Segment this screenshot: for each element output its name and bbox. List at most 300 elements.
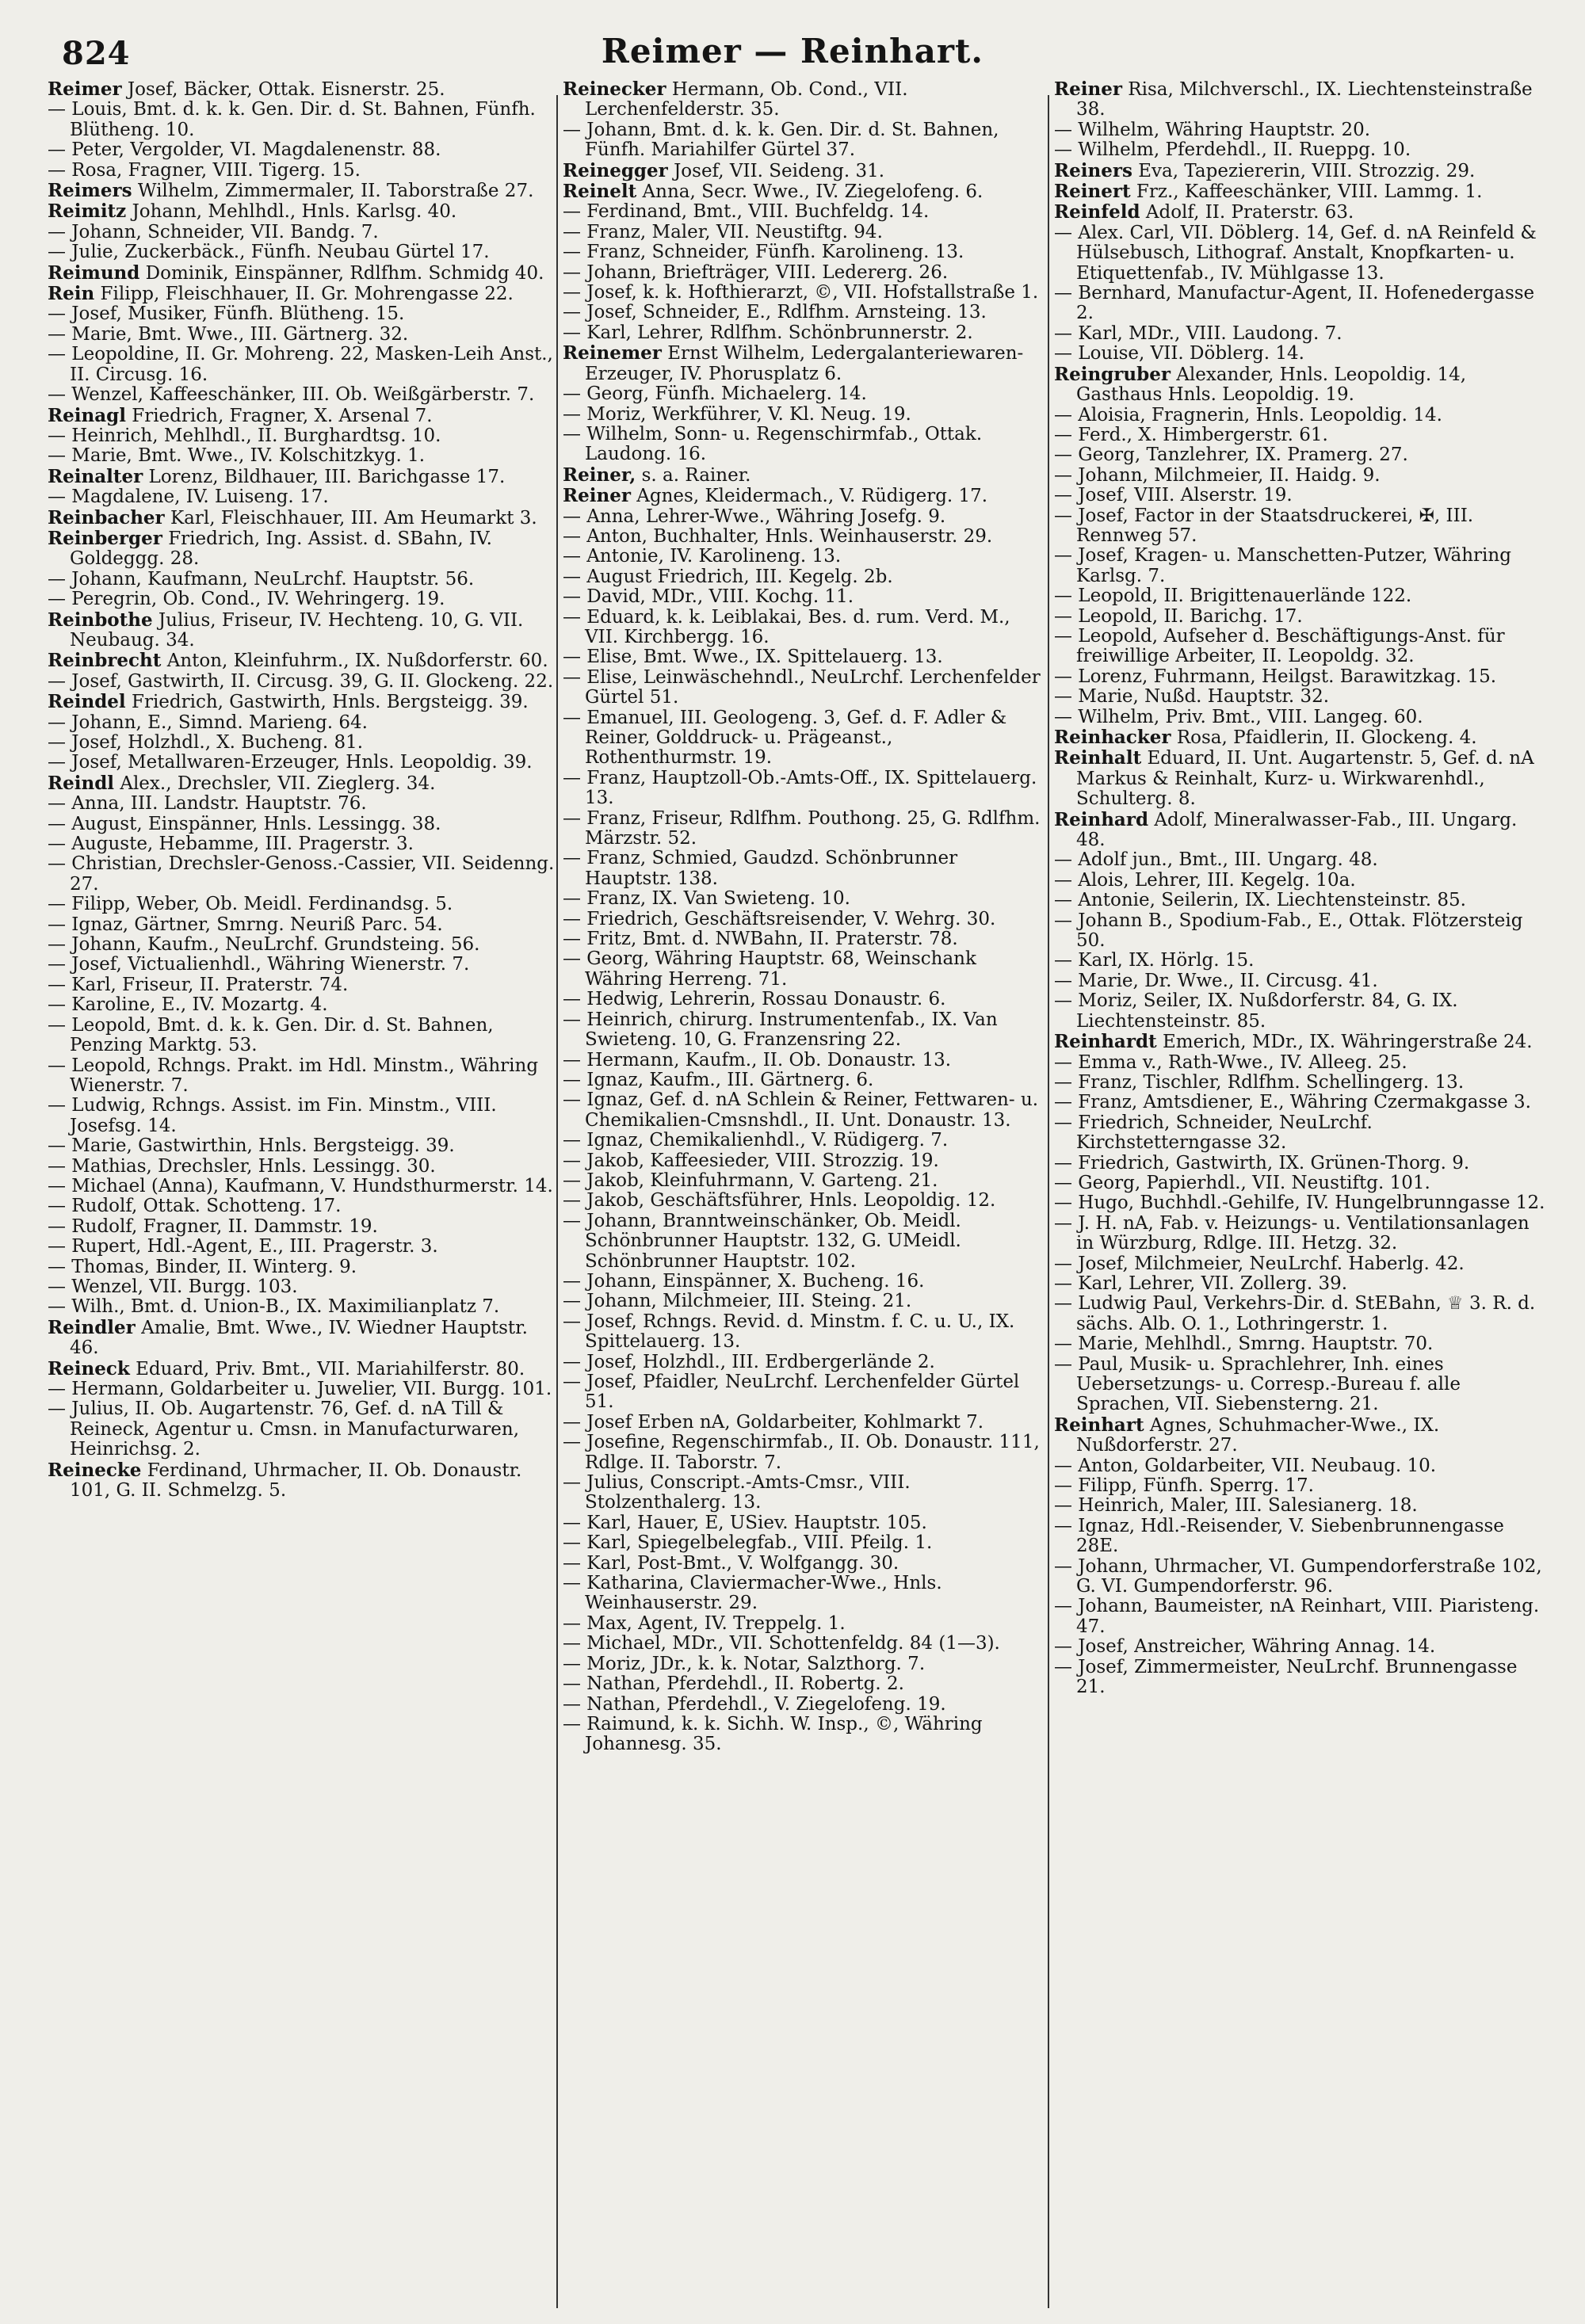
- entry-text: — Johann, Briefträger, VIII. Ledererg. 26.: [563, 261, 949, 283]
- entry-text: — Josef, Victualienhdl., Währing Wienerstr. 7.: [48, 954, 470, 975]
- directory-entry: [563, 343, 1046, 384]
- directory-entry: [563, 1695, 1046, 1715]
- entry-text: — Max, Agent, IV. Treppelg. 1.: [563, 1612, 846, 1634]
- entry-text: — Louis, Bmt. d. k. k. Gen. Dir. d. St. Bahnen, Fünfh. Blütheng. 10.: [48, 99, 536, 140]
- directory-entry: [563, 1533, 1046, 1553]
- entry-text: Johann, Mehlhdl., Hnls. Karlsg. 40.: [132, 201, 457, 223]
- entry-text: — Mathias, Drechsler, Hnls. Lessingg. 30.: [48, 1155, 436, 1177]
- directory-entry: [48, 223, 555, 242]
- directory-entry: [563, 949, 1046, 990]
- entry-text: Alex., Drechsler, VII. Zieglerg. 34.: [120, 773, 436, 794]
- directory-entry: [48, 1277, 555, 1297]
- directory-entry: [1054, 1355, 1545, 1415]
- directory-entry: [563, 405, 1046, 425]
- entry-text: — Johann B., Spodium-Fab., E., Ottak. Flötzersteig 50.: [1054, 910, 1523, 952]
- entry-text: — Franz, IX. Van Swieteng. 10.: [563, 888, 850, 910]
- directory-entry: [1054, 223, 1545, 284]
- entry-text: Filipp, Fleischhauer, II. Gr. Mohrengasse 22.: [100, 284, 514, 305]
- directory-entry: [48, 1196, 555, 1216]
- column-rule: [1048, 95, 1049, 2308]
- entry-surname: Reimer: [48, 79, 122, 100]
- entry-text: — Wilhelm, Sonn- u. Regenschirmfab., Ottak. Laudong. 16.: [563, 423, 983, 465]
- directory-entry: [563, 668, 1046, 708]
- entry-text: s. a. Rainer.: [641, 464, 751, 486]
- directory-entry: [48, 140, 555, 160]
- directory-entry: [563, 647, 1046, 667]
- entry-text: — Wilhelm, Pferdehdl., II. Rueppg. 10.: [1054, 139, 1411, 161]
- entry-text: Amalie, Bmt. Wwe., IV. Wiedner Hauptstr. 46.: [70, 1317, 528, 1359]
- entry-surname: Reinbrecht: [48, 650, 162, 672]
- directory-entry: [563, 1090, 1046, 1131]
- directory-entry: [1054, 1334, 1545, 1354]
- directory-entry: [1054, 607, 1545, 627]
- directory-entry: [48, 1318, 555, 1359]
- entry-text: — Heinrich, Maler, III. Salesianerg. 18.: [1054, 1495, 1418, 1517]
- directory-entry: [48, 161, 555, 181]
- directory-entry: [563, 1473, 1046, 1513]
- entry-surname: Reingruber: [1054, 363, 1171, 385]
- entry-text: — Wilh., Bmt. d. Union-B., IX. Maximilianplatz 7.: [48, 1296, 500, 1318]
- entry-text: — Karl, IX. Hörlg. 15.: [1054, 950, 1255, 971]
- entry-text: — Franz, Maler, VII. Neustiftg. 94.: [563, 221, 883, 242]
- entry-text: — Anna, Lehrer-Wwe., Währing Josefg. 9.: [563, 506, 946, 527]
- entry-text: — Rudolf, Ottak. Schotteng. 17.: [48, 1196, 342, 1217]
- directory-entry: [1054, 466, 1545, 486]
- entry-text: — Wilhelm, Priv. Bmt., VIII. Langeg. 60.: [1054, 706, 1423, 727]
- entry-text: — Josef, Factor in der Staatsdruckerei, ✠, III. Rennweg 57.: [1054, 505, 1474, 546]
- directory-entry: [563, 608, 1046, 648]
- entry-text: — Josef, Gastwirth, II. Circusg. 39, G. II. Glockeng. 22.: [48, 670, 554, 692]
- entry-text: — Auguste, Hebamme, III. Pragerstr. 3.: [48, 834, 414, 855]
- directory-entry: [48, 508, 555, 529]
- entry-text: Ernst Wilhelm, Ledergalanteriewaren-Erzeuger, IV. Phorusplatz 6.: [585, 343, 1024, 384]
- directory-entry: [1054, 727, 1545, 748]
- directory-entry: [1054, 364, 1545, 406]
- entry-surname: Reinegger: [563, 159, 668, 181]
- directory-entry: [563, 1131, 1046, 1151]
- entry-text: — Aloisia, Fragnerin, Hnls. Leopoldig. 14.: [1054, 404, 1442, 425]
- directory-entry: [48, 1157, 555, 1177]
- entry-text: — Heinrich, chirurg. Instrumentenfab., IX. Van Swieteng. 10, G. Franzensring 22.: [563, 1009, 998, 1051]
- directory-column-1: [48, 79, 555, 2324]
- directory-entry: [48, 426, 555, 446]
- directory-entry: [1054, 1113, 1545, 1154]
- entry-text: — Marie, Gastwirthin, Hnls. Bergsteigg. 39.: [48, 1135, 455, 1157]
- directory-entry: [48, 915, 555, 935]
- entry-text: — Nathan, Pferdehdl., V. Ziegelofeng. 19.: [563, 1693, 946, 1715]
- directory-entry: [48, 1297, 555, 1317]
- entry-text: Emerich, MDr., IX. Währingerstraße 24.: [1162, 1032, 1533, 1053]
- entry-text: — Ferd., X. Himbergerstr. 61.: [1054, 424, 1328, 445]
- entry-text: — Wenzel, VII. Burgg. 103.: [48, 1276, 298, 1297]
- entry-text: Adolf, II. Praterstr. 63.: [1145, 202, 1354, 223]
- directory-entry: [563, 161, 1046, 181]
- entry-text: Agnes, Kleidermach., V. Rüdigerg. 17.: [636, 486, 988, 507]
- entry-text: — Nathan, Pferdehdl., II. Robertg. 2.: [563, 1673, 904, 1695]
- directory-entry: [48, 1096, 555, 1136]
- entry-surname: Reinecker: [563, 79, 666, 100]
- entry-text: — Adolf jun., Bmt., III. Ungarg. 48.: [1054, 849, 1378, 871]
- entry-surname: Reinert: [1054, 181, 1131, 203]
- directory-entry: [1054, 627, 1545, 667]
- entry-text: — Franz, Hauptzoll-Ob.-Amts-Off., IX. Spittelauerg. 13.: [563, 767, 1037, 809]
- entry-text: Josef, VII. Seideng. 31.: [674, 160, 885, 181]
- entry-text: Dominik, Einspänner, Rdlfhm. Schmidg 40.: [145, 262, 544, 284]
- entry-text: Lorenz, Bildhauer, III. Barichgasse 17.: [148, 466, 506, 487]
- entry-surname: Reinfeld: [1054, 201, 1140, 223]
- entry-surname: Reindl: [48, 772, 115, 794]
- directory-entry: [563, 1070, 1046, 1090]
- entry-text: — Alois, Lehrer, III. Kegelg. 10a.: [1054, 869, 1356, 891]
- entry-surname: Reinagl: [48, 404, 126, 426]
- directory-entry: [1054, 871, 1545, 891]
- entry-text: — August Friedrich, III. Kegelg. 2b.: [563, 566, 893, 587]
- directory-entry: [1054, 1173, 1545, 1193]
- directory-entry: [1054, 1073, 1545, 1093]
- directory-entry: [48, 446, 555, 466]
- directory-entry: [48, 529, 555, 570]
- entry-text: — Jakob, Geschäftsführer, Hnls. Leopoldig. 12.: [563, 1190, 996, 1212]
- entry-text: — Georg, Papierhdl., VII. Neustiftg. 101.: [1054, 1172, 1430, 1193]
- entry-text: — Anton, Buchhalter, Hnls. Weinhauserstr. 29.: [563, 525, 993, 547]
- directory-entry: [563, 929, 1046, 949]
- entry-text: — Paul, Musik- u. Sprachlehrer, Inh. eines Uebersetzungs- u. Corresp.-Bureau f. alle Sprachen, VII. Siebensterng. 21.: [1054, 1353, 1461, 1415]
- directory-entry: [48, 325, 555, 345]
- entry-text: Friedrich, Fragner, X. Arsenal 7.: [132, 405, 433, 426]
- directory-entry: [1054, 546, 1545, 586]
- entry-text: — Filipp, Weber, Ob. Meidl. Ferdinandsg. 5.: [48, 894, 453, 915]
- entry-text: Karl, Fleischhauer, III. Am Heumarkt 3.: [170, 507, 537, 529]
- directory-entry: [48, 1136, 555, 1156]
- directory-entry: [563, 303, 1046, 322]
- directory-entry: [48, 1399, 555, 1460]
- directory-entry: [1054, 1557, 1545, 1597]
- directory-entry: [563, 1151, 1046, 1171]
- entry-text: — Leopoldine, II. Gr. Mohreng. 22, Masken-Leih Anst., II. Circusg. 16.: [48, 344, 553, 385]
- entry-text: — Josef, Rchngs. Revid. d. Minstm. f. C. u. U., IX. Spittelauerg. 13.: [563, 1311, 1015, 1353]
- directory-entry: [563, 1654, 1046, 1674]
- entry-text: — Anton, Goldarbeiter, VII. Neubaug. 10.: [1054, 1455, 1437, 1476]
- directory-entry: [48, 975, 555, 995]
- entry-text: — Johann, Kaufm., NeuLrchf. Grundsteing. 56.: [48, 934, 480, 956]
- entry-text: — Peregrin, Ob. Cond., IV. Wehringerg. 19.: [48, 589, 445, 610]
- entry-text: — Johann, Schneider, VII. Bandg. 7.: [48, 221, 379, 242]
- entry-surname: Reiner: [563, 485, 631, 507]
- entry-text: — Moriz, Seiler, IX. Nußdorferstr. 84, G. IX. Liechtensteinstr. 85.: [1054, 990, 1458, 1032]
- directory-entry: [563, 1513, 1046, 1533]
- entry-text: — Julius, Conscript.-Amts-Cmsr., VIII. Stolzenthalerg. 13.: [563, 1472, 911, 1513]
- directory-entry: [563, 1634, 1046, 1654]
- entry-surname: Reinhart: [1054, 1414, 1144, 1436]
- entry-text: — Alex. Carl, VII. Döblerg. 14, Gef. d. nA Reinfeld & Hülsebusch, Lithograf. Anstalt, Knopfkarten- u. Etiquettenfab., IV. Mühlgasse 13.: [1054, 222, 1537, 284]
- directory-entry: [48, 773, 555, 794]
- directory-entry: [563, 1312, 1046, 1353]
- directory-entry: [48, 263, 555, 284]
- entry-surname: Reinemer: [563, 342, 662, 364]
- directory-entry: [48, 1237, 555, 1257]
- entry-text: — Raimund, k. k. Sichh. W. Insp., ©, Währing Johannesg. 35.: [563, 1713, 983, 1755]
- directory-entry: [563, 769, 1046, 809]
- entry-text: — Josef, k. k. Hofthierarzt, ©, VII. Hofstallstraße 1.: [563, 282, 1039, 303]
- directory-entry: [48, 284, 555, 304]
- entry-text: — Franz, Schneider, Fünfh. Karolineng. 13.: [563, 242, 964, 263]
- directory-entry: [48, 854, 555, 895]
- directory-entry: [1054, 1476, 1545, 1496]
- entry-text: — Fritz, Bmt. d. NWBahn, II. Praterstr. 78.: [563, 929, 958, 950]
- entry-surname: Reiners: [1054, 159, 1132, 181]
- directory-entry: [1054, 1254, 1545, 1274]
- entry-text: Hermann, Ob. Cond., VII. Lerchenfelderstr. 35.: [585, 79, 908, 120]
- directory-entry: [563, 708, 1046, 769]
- entry-surname: Reimitz: [48, 200, 127, 223]
- directory-entry: [48, 794, 555, 814]
- directory-entry: [563, 202, 1046, 222]
- directory-entry: [1054, 1415, 1545, 1456]
- directory-entry: [563, 1413, 1046, 1433]
- entry-text: — Ignaz, Kaufm., III. Gärtnerg. 6.: [563, 1069, 874, 1090]
- entry-text: — Franz, Schmied, Gaudzd. Schönbrunner Hauptstr. 138.: [563, 848, 958, 889]
- entry-text: — Moriz, JDr., k. k. Notar, Salzthorg. 7.: [563, 1653, 926, 1674]
- entry-text: — Ignaz, Gef. d. nA Schlein & Reiner, Fettwaren- u. Chemikalien-Cmsnshdl., II. Unt. Donaustr. 13.: [563, 1089, 1039, 1131]
- directory-entry: [1054, 1637, 1545, 1657]
- directory-entry: [1054, 667, 1545, 687]
- entry-text: — Emma v., Rath-Wwe., IV. Alleeg. 25.: [1054, 1051, 1407, 1073]
- directory-entry: [48, 79, 555, 100]
- directory-entry: [48, 570, 555, 590]
- entry-text: Julius, Friseur, IV. Hechteng. 10, G. VII. Neubaug. 34.: [70, 609, 524, 651]
- directory-entry: [563, 79, 1046, 120]
- entry-text: Adolf, Mineralwasser-Fab., III. Ungarg. 48.: [1076, 809, 1518, 851]
- directory-entry: [563, 263, 1046, 283]
- directory-entry: [1054, 1597, 1545, 1637]
- entry-text: — Rupert, Hdl.-Agent, E., III. Pragerstr. 3.: [48, 1236, 438, 1257]
- entry-text: — Josef, Musiker, Fünfh. Blütheng. 15.: [48, 303, 405, 325]
- entry-surname: Reineck: [48, 1357, 130, 1380]
- directory-entry: [563, 425, 1046, 465]
- directory-entry: [563, 120, 1046, 161]
- directory-entry: [48, 304, 555, 324]
- entry-text: — Jakob, Kleinfuhrmann, V. Garteng. 21.: [563, 1170, 938, 1191]
- directory-entry: [48, 672, 555, 692]
- entry-text: Ferdinand, Uhrmacher, II. Ob. Donaustr. 101, G. II. Schmelzg. 5.: [70, 1460, 522, 1502]
- entry-text: — Georg, Währing Hauptstr. 68, Weinschank Währing Herreng. 71.: [563, 948, 976, 990]
- entry-text: — Johann, Baumeister, nA Reinhart, VIII. Piaristeng. 47.: [1054, 1596, 1540, 1637]
- entry-text: — Leopold, II. Barichg. 17.: [1054, 605, 1303, 627]
- entry-text: — Marie, Bmt. Wwe., III. Gärtnerg. 32.: [48, 323, 409, 345]
- directory-entry: [48, 201, 555, 222]
- entry-text: — Elise, Leinwäschehndl., NeuLrchf. Lerchenfelder Gürtel 51.: [563, 666, 1041, 708]
- directory-entry: [1054, 951, 1545, 971]
- entry-text: — Josef, Zimmermeister, NeuLrchf. Brunnengasse 21.: [1054, 1656, 1518, 1698]
- entry-text: — Franz, Friseur, Rdlfhm. Pouthong. 25, G. Rdlfhm. Märzstr. 52.: [563, 807, 1041, 849]
- entry-text: — Leopold, II. Brigittenauerlände 122.: [1054, 586, 1412, 607]
- directory-entry: [1054, 425, 1545, 445]
- directory-entry: [48, 713, 555, 733]
- entry-text: — Hermann, Goldarbeiter u. Juwelier, VII. Burgg. 101.: [48, 1379, 552, 1399]
- entry-text: — Josef Erben nA, Goldarbeiter, Kohlmarkt 7.: [563, 1411, 984, 1433]
- directory-entry: [48, 1177, 555, 1196]
- directory-entry: [48, 651, 555, 671]
- directory-entry: [563, 323, 1046, 343]
- entry-text: — Wenzel, Kaffeeschänker, III. Ob. Weißgärberstr. 7.: [48, 384, 535, 406]
- directory-entry: [563, 990, 1046, 1009]
- entry-text: Alexander, Hnls. Leopoldig. 14, Gasthaus Hnls. Leopoldig. 19.: [1076, 364, 1467, 406]
- entry-text: — Josef, Metallwaren-Erzeuger, Hnls. Leopoldig. 39.: [48, 752, 533, 773]
- entry-text: — Friedrich, Schneider, NeuLrchf. Kirchstetterngasse 32.: [1054, 1112, 1373, 1154]
- entry-text: — Johann, Bmt. d. k. k. Gen. Dir. d. St. Bahnen, Fünfh. Mariahilfer Gürtel 37.: [563, 119, 999, 161]
- entry-text: Rosa, Pfaidlerin, II. Glockeng. 4.: [1176, 727, 1477, 748]
- directory-entry: [563, 283, 1046, 303]
- entry-text: — Michael, MDr., VII. Schottenfeldg. 84 (1—3).: [563, 1633, 1000, 1654]
- entry-text: — Rosa, Fragner, VIII. Tigerg. 15.: [48, 159, 361, 181]
- directory-entry: [1054, 586, 1545, 606]
- entry-text: — Eduard, k. k. Leiblakai, Bes. d. rum. Verd. M., VII. Kirchbergg. 16.: [563, 606, 1010, 647]
- directory-entry: [1054, 1193, 1545, 1213]
- directory-entry: [48, 1380, 555, 1399]
- entry-text: — Moriz, Werkführer, V. Kl. Neug. 19.: [563, 403, 911, 425]
- entry-surname: Reinberger: [48, 527, 162, 549]
- directory-entry: [48, 181, 555, 201]
- entry-text: — Ludwig, Rchngs. Assist. im Fin. Minstm., VIII. Josefsg. 14.: [48, 1095, 497, 1136]
- entry-surname: Reinbothe: [48, 609, 153, 631]
- directory-entry: [563, 242, 1046, 262]
- entry-text: — Johann, Branntweinschänker, Ob. Meidl. Schönbrunner Hauptstr. 132, G. UMeidl. Schönbrunner Hauptstr. 102.: [563, 1210, 961, 1272]
- entry-text: — Karl, Hauer, E, USiev. Hauptstr. 105.: [563, 1512, 927, 1533]
- directory-entry: [48, 733, 555, 753]
- column-rule: [556, 95, 558, 2308]
- page-title: Reimer — Reinhart.: [601, 32, 984, 71]
- entry-text: — August, Einspänner, Hnls. Lessingg. 38.: [48, 813, 441, 834]
- entry-text: — Johann, Uhrmacher, VI. Gumpendorferstraße 102, G. VI. Gumpendorferstr. 96.: [1054, 1555, 1542, 1597]
- directory-entry: [1054, 140, 1545, 160]
- directory-entry: [48, 815, 555, 834]
- directory-entry: [563, 1051, 1046, 1070]
- entry-text: Josef, Bäcker, Ottak. Eisnerstr. 25.: [127, 79, 445, 100]
- entry-text: — Michael (Anna), Kaufmann, V. Hundsthurmerstr. 14.: [48, 1175, 553, 1196]
- directory-entry: [1054, 850, 1545, 870]
- entry-text: Anna, Secr. Wwe., IV. Ziegelofeng. 6.: [642, 181, 983, 203]
- directory-entry: [1054, 1496, 1545, 1516]
- directory-entry: [1054, 120, 1545, 140]
- directory-entry: [563, 849, 1046, 889]
- entry-text: — Georg, Fünfh. Michaelerg. 14.: [563, 384, 867, 405]
- directory-entry: [48, 1217, 555, 1237]
- entry-text: — Ignaz, Gärtner, Smrng. Neuriß Parc. 54.: [48, 914, 443, 935]
- directory-entry: [48, 1056, 555, 1097]
- entry-text: — Friedrich, Gastwirth, IX. Grünen-Thorg. 9.: [1054, 1152, 1470, 1173]
- directory-entry: [48, 610, 555, 651]
- entry-text: Eduard, Priv. Bmt., VII. Mariahilferstr. 80.: [136, 1358, 525, 1380]
- entry-surname: Reindel: [48, 691, 126, 713]
- directory-entry: [1054, 1093, 1545, 1112]
- entry-text: — Josef, Holzhdl., X. Bucheng. 81.: [48, 732, 364, 753]
- entry-surname: Reimers: [48, 180, 132, 202]
- directory-entry: [1054, 1053, 1545, 1073]
- entry-text: Risa, Milchverschl., IX. Liechtensteinstraße 38.: [1076, 79, 1533, 120]
- directory-entry: [563, 1353, 1046, 1372]
- entry-text: — Marie, Dr. Wwe., II. Circusg. 41.: [1054, 970, 1378, 991]
- directory-column-3: [1054, 79, 1545, 2324]
- directory-entry: [1054, 971, 1545, 991]
- directory-entry: [1054, 891, 1545, 910]
- directory-entry: [1054, 344, 1545, 364]
- entry-text: Eva, Tapeziererin, VIII. Strozzig. 29.: [1138, 160, 1476, 181]
- directory-entry: [1054, 1294, 1545, 1334]
- directory-column-2: [563, 79, 1046, 2324]
- directory-entry: [48, 1460, 555, 1502]
- entry-text: — Josef, Anstreicher, Währing Annag. 14.: [1054, 1636, 1436, 1658]
- directory-entry: [48, 1016, 555, 1056]
- directory-entry: [48, 995, 555, 1015]
- directory-entry: [563, 587, 1046, 607]
- entry-text: — Christian, Drechsler-Genoss.-Cassier, VII. Seidenng. 27.: [48, 853, 555, 895]
- entry-text: — Hedwig, Lehrerin, Rossau Donaustr. 6.: [563, 989, 946, 1010]
- entry-surname: Reinelt: [563, 181, 637, 203]
- entry-text: — Ignaz, Hdl.-Reisender, V. Siebenbrunnengasse 28E.: [1054, 1515, 1504, 1557]
- directory-entry: [1054, 1517, 1545, 1557]
- entry-text: — Johann, E., Simnd. Marieng. 64.: [48, 712, 368, 733]
- directory-entry: [563, 1272, 1046, 1292]
- entry-text: — Karl, Spiegelbelegfab., VIII. Pfeilg. 1.: [563, 1532, 933, 1554]
- entry-surname: Reinecke: [48, 1459, 142, 1481]
- entry-text: — Jakob, Kaffeesieder, VIII. Strozzig. 19.: [563, 1150, 939, 1171]
- entry-text: Wilhelm, Zimmermaler, II. Taborstraße 27.: [137, 181, 534, 202]
- entry-text: — Peter, Vergolder, VI. Magdalenenstr. 88.: [48, 139, 441, 161]
- directory-entry: [1054, 1274, 1545, 1294]
- entry-text: — J. H. nA, Fab. v. Heizungs- u. Ventilationsanlagen in Würzburg, Rdlge. III. Hetzg. 32.: [1054, 1212, 1530, 1254]
- entry-surname: Reinhalt: [1054, 747, 1142, 769]
- entry-text: — Heinrich, Mehlhdl., II. Burghardtsg. 10.: [48, 425, 441, 446]
- entry-text: — Anna, III. Landstr. Hauptstr. 76.: [48, 793, 367, 815]
- entry-text: — Josef, Schneider, E., Rdlfhm. Arnsteing. 13.: [563, 302, 987, 323]
- entry-surname: Reindler: [48, 1316, 136, 1338]
- entry-text: — Leopold, Aufseher d. Beschäftigungs-Anst. für freiwillige Arbeiter, II. Leopoldg. 32.: [1054, 625, 1505, 667]
- entry-surname: Reiner,: [563, 464, 636, 486]
- entry-text: — Karl, Lehrer, VII. Zollerg. 39.: [1054, 1273, 1348, 1294]
- entry-text: — Emanuel, III. Geologeng. 3, Gef. d. F. Adler & Reiner, Golddruck- u. Prägeanst., Rothenthurmstr. 19.: [563, 707, 1007, 769]
- directory-entry: [563, 1212, 1046, 1272]
- directory-entry: [48, 895, 555, 914]
- entry-text: — Marie, Mehlhdl., Smrng. Hauptstr. 70.: [1054, 1334, 1434, 1355]
- entry-text: — Johann, Milchmeier, III. Steing. 21.: [563, 1291, 912, 1312]
- entry-text: — Louise, VII. Döblerg. 14.: [1054, 343, 1304, 364]
- entry-text: — Friedrich, Geschäftsreisender, V. Wehrg. 30.: [563, 908, 996, 929]
- entry-text: — Karl, MDr., VIII. Laudong. 7.: [1054, 322, 1342, 344]
- directory-entry: [1054, 161, 1545, 181]
- directory-entry: [1054, 708, 1545, 727]
- directory-entry: [563, 567, 1046, 587]
- entry-surname: Rein: [48, 283, 95, 305]
- entry-text: Friedrich, Ing. Assist. d. SBahn, IV. Goldeggg. 28.: [70, 528, 492, 570]
- entry-surname: Reinhard: [1054, 808, 1149, 830]
- entry-text: — Josefine, Regenschirmfab., II. Ob. Donaustr. 111, Rdlge. II. Taborstr. 7.: [563, 1432, 1040, 1473]
- directory-entry: [563, 465, 1046, 486]
- directory-entry: [1054, 911, 1545, 952]
- entry-text: — Josef, Holzhdl., III. Erdbergerlände 2.: [563, 1351, 935, 1372]
- directory-entry: [563, 547, 1046, 567]
- directory-entry: [1054, 1456, 1545, 1476]
- entry-text: — Josef, Milchmeier, NeuLrchf. Haberlg. 42.: [1054, 1253, 1465, 1274]
- directory-entry: [563, 809, 1046, 849]
- entry-text: — Marie, Bmt. Wwe., IV. Kolschitzkyg. 1.: [48, 445, 426, 467]
- entry-text: — Karl, Lehrer, Rdlfhm. Schönbrunnerstr. 2.: [563, 322, 973, 343]
- entry-text: — Josef, Kragen- u. Manschetten-Putzer, Währing Karlsg. 7.: [1054, 545, 1511, 586]
- directory-entry: [48, 385, 555, 405]
- directory-entry: [563, 910, 1046, 929]
- entry-text: — Josef, Pfaidler, NeuLrchf. Lerchenfelder Gürtel 51.: [563, 1372, 1020, 1413]
- directory-entry: [1054, 181, 1545, 202]
- directory-entry: [48, 1257, 555, 1277]
